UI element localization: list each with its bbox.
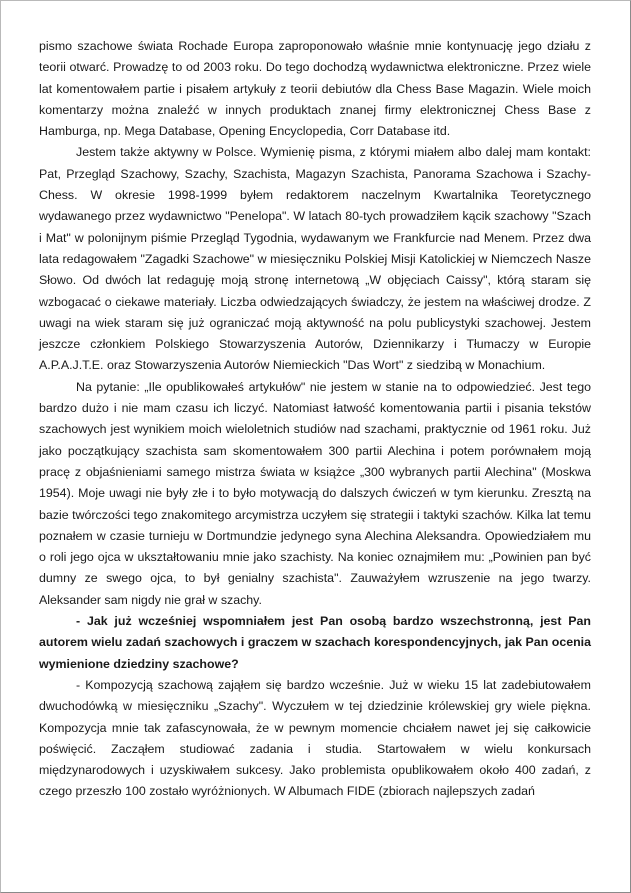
paragraph: pismo szachowe świata Rochade Europa zaproponowało właśnie mnie kontynuację jego działu z teorii otwarć. Prowadzę to od 2003 roku. Do tego dochodzą wydawnictwa elektroniczne. Przez wiele lat komentowałem partie i pisałem artykuły z teorii debiutów dla Chess Base Magazin. Wiele moich komentarzy można znaleźć w innych produktach znanej firmy elektronicznej Chess Base z Hamburga, np. Mega Database, Opening Encyclopedia, Corr Database itd.: [39, 39, 591, 139]
interview-question: - Jak już wcześniej wspomniałem jest Pan osobą bardzo wszechstronną, jest Pan autorem wielu zadań szachowych i graczem w szachach korespondencyjnych, jak Pan ocenia wymienione dziedziny szachowe?: [39, 614, 591, 671]
paragraph: - Kompozycją szachową zająłem się bardzo wcześnie. Już w wieku 15 lat zadebiutowałem dwuchodówką w miesięczniku „Szachy". Wyczułem w tej dziedzinie królewskiej gry wiele piękna. Kompozycja mnie tak zafascynowała, że w pewnym momencie chciałem nawet jej się całkowicie poświęcić. Zacząłem studiować zadania i studia. Startowałem w wielu konkursach międzynarodowych i uzyskiwałem sukcesy. Jako problemista opublikowałem około 400 zadań, z czego przeszło 100 zostało wyróżnionych. W Albumach FIDE (zbiorach najlepszych zadań: [39, 677, 591, 799]
document-body: [39, 36, 591, 803]
paragraph: Jestem także aktywny w Polsce. Wymienię pisma, z którymi miałem albo dalej mam kontakt: Pat, Przegląd Szachowy, Szachy, Szachista, Magazyn Szachista, Panorama Szachowa i Szachy-Chess. W okresie 1998-1999 byłem redaktorem naczelnym Kwartalnika Teoretycznego wydawanego przez wydawnictwo "Penelopa". W latach 80-tych prowadziłem kącik szachowy "Szach i Mat" w polonijnym piśmie Przegląd Tygodnia, wydawanym we Frankfurcie nad Menem. Przez dwa lata redagowałem "Zagadki Szachowe" w miesięczniku Polskiej Misji Katolickiej w Niemczech Nasze Słowo. Od dwóch lat redaguję moją stronę internetową „W objęciach Caissy", którą staram się wzbogacać o ciekawe materiały. Liczba odwiedzających świadczy, że jestem na właściwej drodze. Z uwagi na wiek staram się już ograniczać moją aktywność na polu publicystyki szachowej. Jestem jeszcze członkiem Polskiego Stowarzyszenia Autorów, Dziennikarzy i Tłumaczy w Europie A.P.A.J.T.E. oraz Stowarzyszenia Autorów Niemieckich "Das Wort" z siedzibą w Monachium.: [39, 145, 591, 373]
paragraph: Na pytanie: „Ile opublikowałeś artykułów" nie jestem w stanie na to odpowiedzieć. Jest tego bardzo dużo i nie mam czasu ich liczyć. Natomiast łatwość komentowania partii i pisania tekstów szachowych jest wynikiem moich wieloletnich studiów nad szachami, praktycznie od 1961 roku. Już jako początkujący szachista sam skomentowałem 300 partii Alechina i potem porównałem moją pracę z objaśnieniami samego mistrza świata w książce „300 wybranych partii Alechina" (Moskwa 1954). Moje uwagi nie były złe i to było motywacją do dalszych ćwiczeń w tym kierunku. Zresztą na bazie twórczości tego znakomitego arcymistrza uczyłem się strategii i taktyki szachów. Kilka lat temu poznałem w czasie turnieju w Dortmundzie jedynego syna Alechina Aleksandra. Opowiedziałem mu o roli jego ojca w ukształtowaniu mnie jako szachisty. Na koniec oznajmiłem mu: „Powinien pan być dumny ze swego ojca, to był genialny szachista". Zauważyłem wzruszenie na jego twarzy. Aleksander sam nigdy nie grał w szachy.: [39, 379, 591, 607]
